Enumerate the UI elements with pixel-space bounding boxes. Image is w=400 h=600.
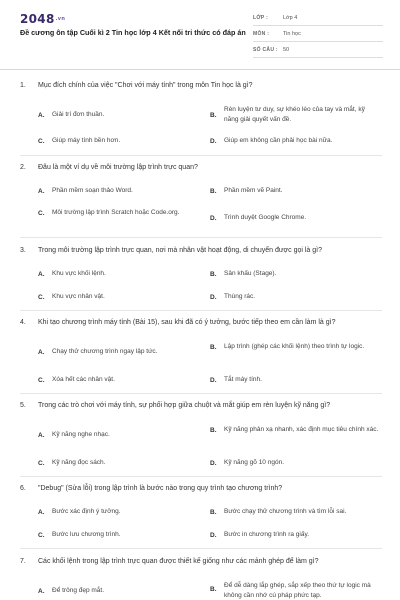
question-body: Mục đích chính của việc "Chơi với máy tính" trong môn Tin học là gì?	[38, 82, 253, 89]
option-text: Môi trường lập trình Scratch hoặc Code.org.	[52, 209, 180, 216]
option-text: Giải trí đơn thuần.	[52, 111, 105, 118]
option-text: Bước xác định ý tưởng.	[52, 508, 121, 515]
option-letter: B.	[210, 270, 217, 278]
question-body: Đâu là một ví dụ về môi trường lập trình trực quan?	[38, 164, 198, 171]
info-label: LỚP :	[253, 14, 269, 21]
option-a[interactable]	[38, 507, 208, 517]
option-letter: A.	[38, 431, 45, 439]
question-text	[20, 484, 382, 494]
question-text	[20, 318, 382, 328]
option-text: Giúp em không cần phải học bài nữa.	[224, 137, 333, 144]
site-logo[interactable]: $2048^{.vn}$	[20, 12, 66, 26]
option-letter: C.	[38, 209, 45, 217]
option-letter: D.	[210, 214, 217, 222]
option-letter: C.	[38, 376, 45, 384]
option-text: Trình duyệt Google Chrome.	[224, 214, 307, 221]
question-body: "Debug" (Sửa lỗi) trong lập trình là bước nào trong quy trình tạo chương trình?	[38, 485, 283, 492]
info-value: 50	[283, 46, 290, 53]
document-info-table	[253, 10, 383, 58]
option-text: Kỹ năng nghe nhạc.	[52, 431, 110, 438]
option-text: Xóa hết các nhân vật.	[52, 376, 115, 383]
option-b[interactable]	[210, 269, 380, 279]
option-text: Để dễ dàng lắp ghép, sắp xếp theo thứ tự logic mà không cần nhớ cú pháp phức tạp.	[224, 582, 371, 599]
option-letter: B.	[210, 343, 217, 351]
option-a[interactable]	[38, 430, 208, 440]
question-body: Trong môi trường lập trình trực quan, nơi mà nhân vật hoạt động, di chuyển được gọi là gì?	[38, 247, 323, 254]
info-row-grade	[253, 10, 383, 26]
option-text: Bước chạy thử chương trình và tìm lỗi sai.	[224, 508, 347, 515]
info-label: SỐ CÂU :	[253, 46, 278, 53]
question-number: 5.	[20, 402, 26, 409]
option-letter: B.	[210, 586, 217, 593]
page-title: Đề cương ôn tập Cuối kì 2 Tin học lớp 4 Kết nối tri thức có đáp án	[20, 28, 246, 37]
question-divider	[20, 548, 382, 549]
option-letter: B.	[210, 426, 217, 434]
option-text: Bước lưu chương trình.	[52, 531, 121, 538]
option-a[interactable]	[38, 110, 208, 120]
question-7	[20, 557, 382, 600]
option-letter: A.	[38, 348, 45, 356]
question-body: Các khối lệnh trong lập trình trực quan được thiết kế giống như các mảnh ghép để làm gì?	[38, 558, 319, 565]
question-text	[20, 246, 382, 256]
option-letter: D.	[210, 137, 217, 145]
question-number: 2.	[20, 164, 26, 171]
option-c[interactable]	[38, 292, 208, 302]
option-text: Chạy thử chương trình ngay lập tức.	[52, 348, 158, 355]
question-number: 7.	[20, 558, 26, 565]
option-letter: A.	[38, 187, 45, 195]
option-letter: B.	[210, 508, 217, 516]
document-header	[0, 0, 400, 68]
option-b[interactable]	[210, 105, 380, 125]
question-5	[20, 401, 382, 473]
question-number: 4.	[20, 319, 26, 326]
option-letter: A.	[38, 270, 45, 278]
option-letter: A.	[38, 111, 45, 119]
question-text	[20, 557, 382, 567]
option-text: Phần mềm soạn thảo Word.	[52, 187, 133, 194]
question-2	[20, 163, 382, 235]
option-text: Thùng rác.	[224, 293, 256, 300]
option-a[interactable]	[38, 347, 208, 357]
info-value: Tin học	[283, 30, 301, 37]
option-b[interactable]	[210, 186, 380, 196]
question-number: 3.	[20, 247, 26, 254]
option-text: Bước in chương trình ra giấy.	[224, 531, 310, 538]
option-letter: D.	[210, 293, 217, 301]
info-row-question-count	[253, 42, 383, 58]
option-letter: C.	[38, 293, 45, 301]
question-number: 6.	[20, 485, 26, 492]
option-text: Tắt máy tính.	[224, 376, 262, 383]
option-a[interactable]	[38, 269, 208, 279]
question-text	[20, 81, 382, 91]
option-c[interactable]	[38, 375, 208, 385]
option-text: Khu vực nhân vật.	[52, 293, 105, 300]
option-text: Rèn luyện tư duy, sự khéo léo của tay và mắt, kỹ năng giải quyết vấn đề.	[224, 106, 365, 123]
option-c[interactable]	[38, 530, 208, 540]
question-body: Trong các trò chơi với máy tính, sự phối hợp giữa chuột và mắt giúp em rèn luyện kỹ năng gì?	[38, 402, 331, 409]
option-d[interactable]	[210, 458, 380, 468]
info-value: Lớp 4	[283, 14, 298, 21]
question-3	[20, 246, 382, 308]
header-divider	[0, 69, 400, 70]
option-b[interactable]	[210, 342, 380, 352]
question-4	[20, 318, 382, 390]
option-c[interactable]	[38, 208, 198, 218]
option-d[interactable]	[210, 136, 380, 146]
question-number: 1.	[20, 82, 26, 89]
question-text	[20, 163, 382, 173]
option-letter: D.	[210, 531, 217, 539]
option-d[interactable]	[210, 213, 380, 223]
question-divider	[20, 155, 382, 156]
option-text: Giúp máy tính bền hơn.	[52, 137, 121, 144]
question-divider	[20, 310, 382, 311]
option-a[interactable]	[38, 186, 208, 196]
question-1	[20, 81, 382, 151]
option-text: Kỹ năng gõ 10 ngón.	[224, 459, 284, 466]
question-divider	[20, 476, 382, 477]
question-divider	[20, 393, 382, 394]
option-letter: B.	[210, 187, 217, 195]
question-6	[20, 484, 382, 546]
option-letter: D.	[210, 376, 217, 384]
option-letter: D.	[210, 459, 217, 467]
option-b[interactable]	[210, 507, 380, 517]
option-d[interactable]	[210, 375, 380, 385]
option-letter: B.	[210, 111, 217, 119]
option-a[interactable]	[38, 586, 208, 596]
question-text	[20, 401, 382, 411]
info-label: MÔN :	[253, 30, 270, 37]
option-b[interactable]	[210, 425, 380, 435]
option-letter: C.	[38, 137, 45, 145]
option-d[interactable]	[210, 530, 380, 540]
option-text: Khu vực khối lệnh.	[52, 270, 106, 277]
option-text: Phần mềm vẽ Paint.	[224, 187, 283, 194]
option-text: Sân khấu (Stage).	[224, 270, 277, 277]
option-c[interactable]	[38, 136, 208, 146]
question-body: Khi tạo chương trình máy tính (Bài 15), sau khi đã có ý tưởng, bước tiếp theo em cần làm là gì?	[38, 319, 336, 326]
question-divider	[20, 237, 382, 238]
option-c[interactable]	[38, 458, 208, 468]
option-letter: A.	[38, 508, 45, 516]
option-letter: A.	[38, 587, 45, 595]
option-text: Để trông đẹp mắt.	[52, 587, 105, 594]
info-row-subject	[253, 26, 383, 42]
option-b[interactable]	[210, 581, 380, 600]
option-text: Kỹ năng phản xạ nhanh, xác định mục tiêu chính xác.	[224, 426, 379, 433]
option-letter: C.	[38, 531, 45, 539]
option-letter: C.	[38, 459, 45, 467]
option-d[interactable]	[210, 292, 380, 302]
option-text: Lập trình (ghép các khối lệnh) theo trình tự logic.	[224, 343, 365, 350]
option-text: Kỹ năng đọc sách.	[52, 459, 106, 466]
